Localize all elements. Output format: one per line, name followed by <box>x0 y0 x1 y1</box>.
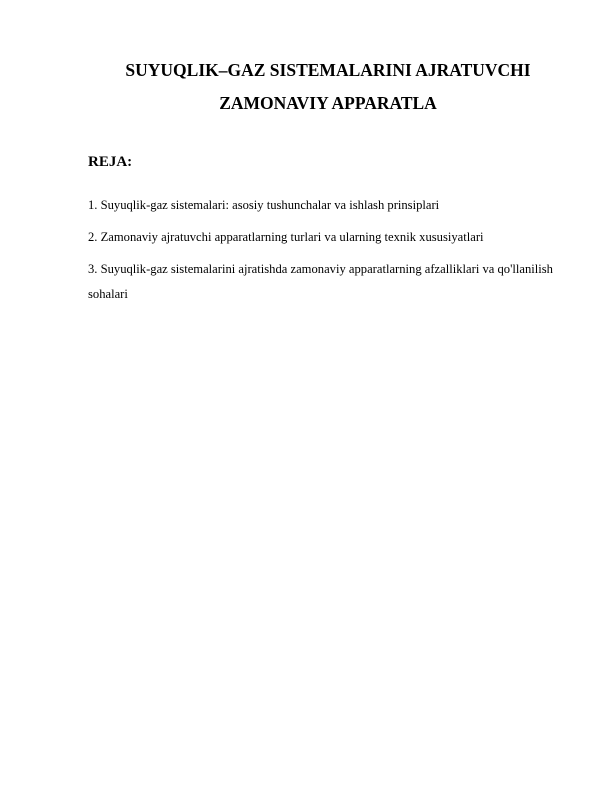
plan-item-2: 2. Zamonaviy ajratuvchi apparatlarning turlari va ularning texnik xususiyatlari <box>88 230 484 244</box>
document-title-line-2: ZAMONAVIY APPARATLA <box>219 93 437 113</box>
plan-heading: REJA: <box>88 154 133 170</box>
plan-item-3: 3. Suyuqlik-gaz sistemalarini ajratishda zamonaviy apparatlarning afzalliklari va qo'llanilish sohalari <box>88 262 553 301</box>
plan-item-1: 1. Suyuqlik-gaz sistemalari: asosiy tushunchalar va ishlash prinsiplari <box>88 198 440 212</box>
document-title-line-1: SUYUQLIK–GAZ SISTEMALARINI AJRATUVCHI <box>125 60 531 80</box>
